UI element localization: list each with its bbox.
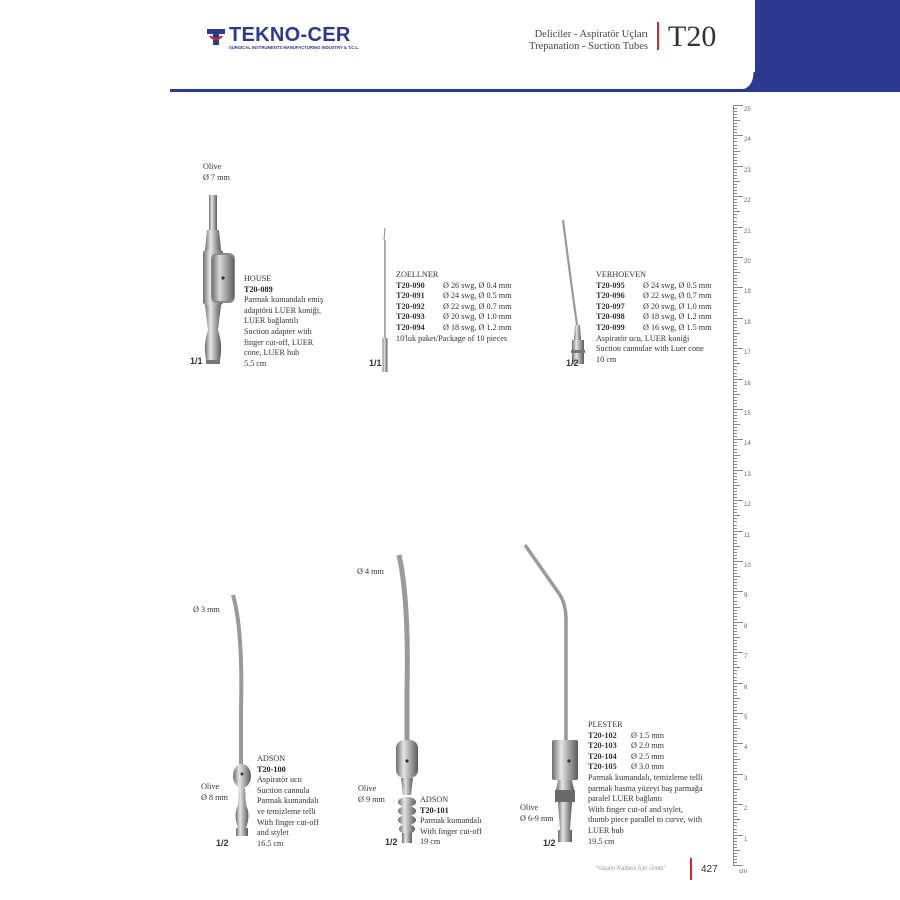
ruler-tick [733,698,740,699]
plester-description [588,720,703,847]
ruler-number: 1 [744,836,748,843]
product-code: T20-100 [257,764,286,774]
adson1-olive-label [201,782,228,803]
ruler-number: 17 [744,350,751,357]
item-code: T20-096 [596,291,625,301]
verhoeven-cannula-image [558,215,598,375]
ruler-tick [733,667,740,668]
ruler-tick [733,409,743,410]
ruler-tick [733,363,740,364]
description-line: cone, LUER hub [244,348,300,358]
item-spec: Ø 24 swg, Ø 0.5 mm [643,280,712,290]
description-line: finger cut-off, LUER [244,337,314,347]
item-row [396,291,511,302]
adson2-scale: 1/2 [385,837,398,847]
house-suction-adapter-image [190,195,240,370]
adson1-scale: 1/2 [216,838,229,848]
package-note: 10'luk paket/Package of 10 pieces [396,333,508,343]
ruler-number: 4 [744,745,748,752]
ruler-number: 18 [744,319,751,326]
description-line: 19 cm [420,837,441,847]
ruler-tick [733,819,740,820]
description-line: Suction cannula [257,785,310,795]
item-spec: Ø 2.5 mm [631,751,664,761]
ruler-tick [733,743,743,744]
adson-suction-cannula-image [225,590,260,850]
ruler-number: 25 [744,107,751,113]
section-code: T20 [668,20,717,53]
description-line: Parmak kumandalı, temizleme telli [588,772,703,782]
ruler-number: 2 [744,806,748,813]
ruler-tick [733,151,740,152]
item-code: T20-092 [396,301,425,311]
zoellner-needle-image [375,228,395,378]
ruler-tick [733,394,740,395]
brand-name: TEKNO-CER [229,24,351,46]
ruler-tick [733,135,743,136]
ruler-tick [733,105,743,106]
adson1-description [257,754,319,849]
description-line: Suction adapter with [244,326,312,336]
ruler-tick [733,439,743,440]
item-row [596,302,711,313]
olive-diameter: Ø 8 mm [201,792,228,802]
description-line: 19.5 cm [588,836,615,846]
item-spec: Ø 20 swg, Ø 1.0 mm [443,312,512,322]
zoellner-description [396,270,511,344]
ruler-number: 16 [744,380,751,387]
description-line: LUER bağlantılı [244,316,299,326]
plester-scale: 1/2 [543,838,556,848]
product-code: T20-101 [420,805,449,815]
ruler-number: 13 [744,471,751,478]
product-name: VERHOEVEN [596,270,647,279]
item-row [588,752,703,763]
olive-diameter: Ø 6-9 mm [520,813,554,823]
section-title-tr: Deliciler - Aspiratör Uçları [534,29,648,40]
verhoeven-scale: 1/2 [566,358,579,368]
header-rule [170,89,755,92]
description-line: adaptörü LUER koniği, [244,305,322,315]
ruler-tick [733,591,743,592]
corner-accent [735,0,900,92]
ruler-edge [733,105,734,865]
item-spec: Ø 22 swg, Ø 0.7 mm [443,301,512,311]
item-code: T20-090 [396,280,425,290]
ruler-tick [733,637,740,638]
ruler-tick [733,500,743,501]
olive-diameter: Ø 9 mm [358,794,385,804]
item-spec: Ø 18 swg, Ø 1.2 mm [643,312,712,322]
description-line: parmak basma yüzeyi baş parmağa [588,783,703,793]
cm-ruler [733,100,763,875]
ruler-tick [733,683,743,684]
ruler-number: 12 [744,502,751,509]
product-code: T20-089 [244,284,273,294]
house-scale: 1/1 [190,356,203,366]
plester-olive-label [520,803,554,824]
item-code: T20-099 [596,322,625,332]
ruler-number: 22 [744,198,751,205]
description-line: Parmak kumandalı [420,816,482,826]
olive-label: Olive [358,784,377,793]
ruler-number: 9 [744,593,748,600]
ruler-tick [733,485,740,486]
item-row [596,323,711,334]
ruler-tick [733,227,743,228]
ruler-tick [733,455,740,456]
description-line: Aspiratör ucu [257,775,302,785]
description-line: Parmak kumandalı emiş [244,295,324,305]
description-line: thumb piece parallel to curve, with [588,815,703,825]
ruler-unit: cm [739,869,747,875]
product-name: ZOELLNER [396,270,439,279]
ruler-number: 3 [744,775,748,782]
ruler-tick [733,287,743,288]
description-line: and stylet [257,828,289,838]
house-olive-label [203,162,230,183]
item-row [396,281,511,292]
ruler-tick [733,181,740,182]
item-row [588,731,703,742]
item-code: T20-097 [596,301,625,311]
adson2-olive-label [358,784,385,805]
product-name: ADSON [257,754,286,763]
description-line: Suction cannulae with Luer cone [596,344,704,354]
ruler-tick [733,318,743,319]
ruler-tick [733,835,743,836]
product-name: ADSON [420,795,449,804]
house-description [244,274,323,369]
ruler-tick [733,424,740,425]
footer-slogan: "Yaşam Kalitesi İçin Üretir" [595,866,666,872]
item-row [396,312,511,323]
item-row [596,281,711,292]
product-name: HOUSE [244,274,272,283]
ruler-tick [733,333,740,334]
item-code: T20-095 [596,280,625,290]
item-spec: Ø 20 swg, Ø 1.0 mm [643,301,712,311]
ruler-tick [733,211,740,212]
adson-suction-tube-image [385,550,425,850]
item-row [596,291,711,302]
olive-label: Olive [203,162,222,171]
description-line: 5.5 cm [244,358,267,368]
item-spec: Ø 16 swg, Ø 1.5 mm [643,322,712,332]
item-spec: Ø 3.0 mm [631,762,664,772]
adson2-description [420,795,482,848]
ruler-number: 14 [744,441,751,448]
brand-logo [205,24,370,52]
ruler-tick [733,531,743,532]
ruler-tick [733,607,740,608]
olive-label: Olive [201,782,220,791]
ruler-tick [733,561,743,562]
olive-label: Olive [520,803,539,812]
verhoeven-description [596,270,711,365]
ruler-number: 6 [744,684,748,691]
ruler-tick [733,379,743,380]
ruler-number: 11 [744,532,751,539]
ruler-number: 8 [744,623,748,630]
ruler-tick [733,120,740,121]
zoellner-scale: 1/1 [369,358,382,368]
brand-subtitle: SURGICAL INSTRUMENTS MANUFACTURING INDUSTRY & T.C.L. [229,45,360,50]
tekno-cer-logo-icon [205,26,227,48]
ruler-tick [733,850,740,851]
header-divider [657,22,659,50]
description-line: Parmak kumandalı [257,796,319,806]
description-line: paralel LUER bağlantı [588,794,663,804]
page-number: 427 [701,864,718,875]
ruler-tick [733,515,740,516]
ruler-tick [733,713,743,714]
adson1-tip-diameter: Ø 3 mm [193,605,220,614]
footer-divider [690,858,692,880]
ruler-tick [733,622,743,623]
ruler-tick [733,865,743,866]
ruler-number: 10 [744,563,751,569]
description-line: ve temizleme telli [257,806,316,816]
item-spec: Ø 26 swg, Ø 0.4 mm [443,280,512,290]
item-code: T20-103 [588,741,617,751]
item-code: T20-093 [396,312,425,322]
ruler-tick [733,242,740,243]
item-spec: Ø 1.5 mm [631,730,664,740]
description-line: 10 cm [596,354,617,364]
item-row [588,741,703,752]
adson2-tip-diameter: Ø 4 mm [357,567,384,576]
ruler-number: 23 [744,167,751,174]
ruler-tick [733,804,743,805]
description-line: Aspiratör ucu, LUER koniği [596,333,690,343]
item-code: T20-091 [396,291,425,301]
item-spec: Ø 2.0 mm [631,741,664,751]
ruler-tick [733,470,743,471]
ruler-tick [733,303,740,304]
section-title [529,29,648,53]
description-line: With finger cut-off [257,817,319,827]
ruler-number: 5 [744,715,748,721]
description-line: With finger cut-of and stylet, [588,804,683,814]
item-spec: Ø 24 swg, Ø 0.5 mm [443,291,512,301]
description-line: LUER hub [588,825,624,835]
ruler-tick [733,576,740,577]
ruler-tick [733,196,743,197]
item-code: T20-098 [596,312,625,322]
ruler-tick [733,546,740,547]
ruler-tick [733,257,743,258]
ruler-tick [733,652,743,653]
product-name: PLESTER [588,720,623,729]
olive-diameter: Ø 7 mm [203,172,230,182]
item-row [588,762,703,773]
description-line: 16.5 cm [257,838,284,848]
ruler-number: 7 [744,654,748,661]
ruler-tick [733,348,743,349]
ruler-tick [733,728,740,729]
ruler-number: 19 [744,289,751,296]
description-line: With finger cut-off [420,826,482,836]
ruler-tick [733,774,743,775]
section-title-en: Trepanation - Suction Tubes [529,41,648,52]
item-row [396,302,511,313]
ruler-number: 24 [744,137,751,144]
ruler-tick [733,272,740,273]
item-spec: Ø 18 swg, Ø 1.2 mm [443,322,512,332]
ruler-tick [733,789,740,790]
item-row [596,312,711,323]
item-spec: Ø 22 swg, Ø 0.7 mm [643,291,712,301]
item-code: T20-102 [588,730,617,740]
item-row [396,323,511,334]
item-code: T20-104 [588,751,617,761]
item-code: T20-105 [588,762,617,772]
ruler-number: 21 [744,228,751,235]
item-code: T20-094 [396,322,425,332]
ruler-tick [733,166,743,167]
ruler-number: 15 [744,411,751,417]
ruler-number: 20 [744,259,751,265]
ruler-tick [733,759,740,760]
